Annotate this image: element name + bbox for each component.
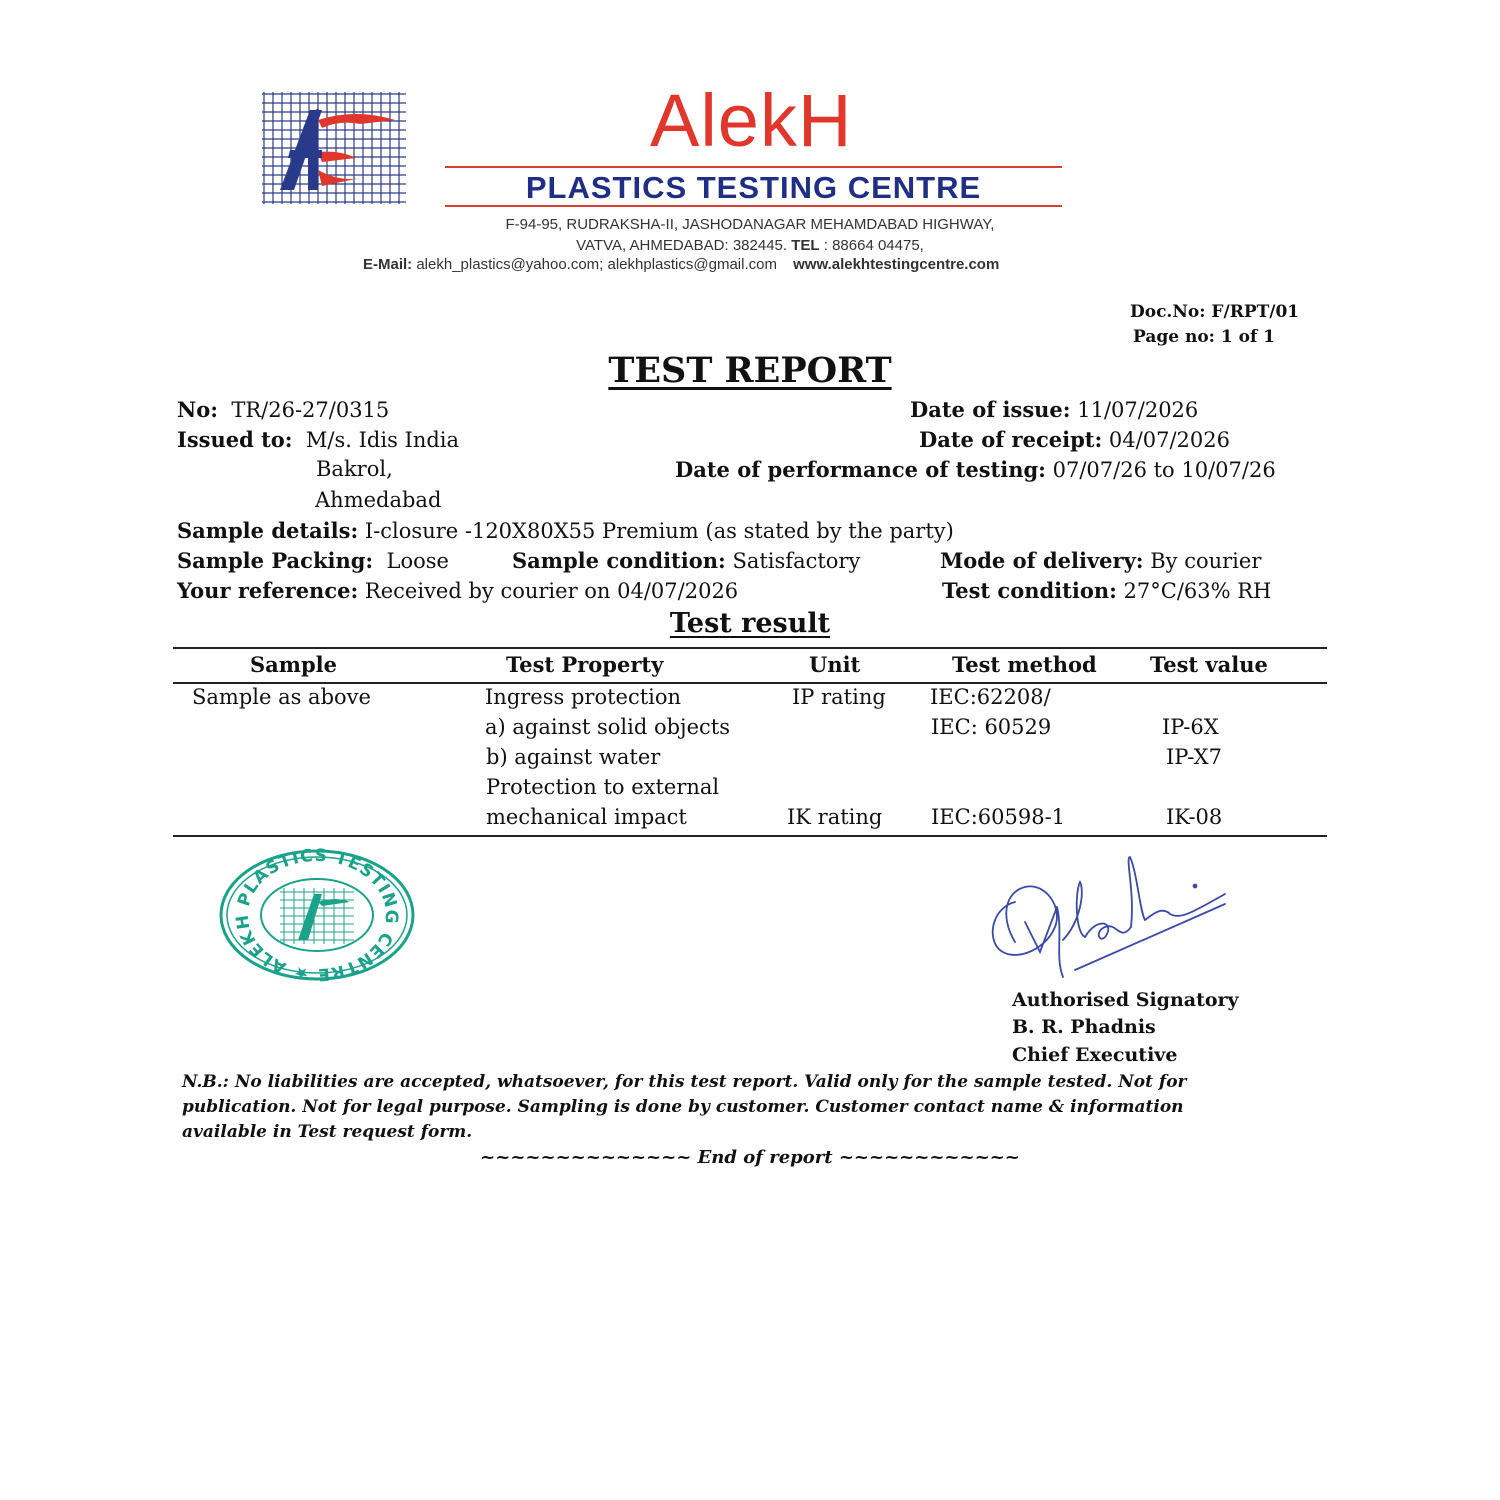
cell-property-4: Protection to external <box>486 775 720 799</box>
page-number: Page no: 1 of 1 <box>1133 327 1276 347</box>
report-number: No: TR/26-27/0315 <box>177 397 390 422</box>
email-value[interactable]: alekh_plastics@yahoo.com; alekhplastics@gmail.com <box>416 256 777 273</box>
col-header-sample: Sample <box>250 652 338 677</box>
col-header-unit: Unit <box>809 652 861 677</box>
date-of-testing: Date of performance of testing: 07/07/26 to 10/07/26 <box>675 457 1276 482</box>
address-line-1: F-94-95, RUDRAKSHA-II, JASHODANAGAR MEHAMDABAD HIGHWAY, <box>505 216 995 233</box>
disclaimer-note: N.B.: No liabilities are accepted, whatsoever, for this test report. Valid only for the sample tested. Not for publication. Not for legal purpose. Sampling is done by customer. Customer contact name & information available in Test request form. <box>182 1072 1187 1142</box>
tel-label: TEL <box>791 237 820 254</box>
signatory-title: Authorised Signatory <box>1012 989 1239 1011</box>
cell-property-1: Ingress protection <box>485 685 682 709</box>
brand-name: AlekH <box>650 79 853 162</box>
stamp-text: PLASTICS TESTING CENTRE ★ ALEKH <box>232 848 402 982</box>
col-header-test-property: Test Property <box>506 652 664 677</box>
end-of-report: ~~~~~~~~~~~~~~ End of report ~~~~~~~~~~~~ <box>480 1147 1020 1168</box>
results-heading: Test result <box>669 608 831 639</box>
cell-property-3: b) against water <box>486 745 661 769</box>
sample-packing: Sample Packing: Loose <box>177 548 449 573</box>
date-of-issue: Date of issue: 11/07/2026 <box>910 397 1199 422</box>
signatory-position: Chief Executive <box>1012 1044 1178 1066</box>
brand-subtitle: PLASTICS TESTING CENTRE <box>525 170 982 205</box>
date-of-receipt: Date of receipt: 04/07/2026 <box>919 427 1230 452</box>
email-label: E-Mail: <box>363 256 413 273</box>
sample-details: Sample details: I-closure -120X80X55 Premium (as stated by the party) <box>177 518 954 543</box>
table-bottom-rule <box>173 835 1327 837</box>
cell-property-5: mechanical impact <box>486 805 687 829</box>
col-header-test-method: Test method <box>952 652 1097 677</box>
cell-method-1: IEC:62208/ <box>930 685 1051 709</box>
issued-to: Issued to: M/s. Idis India <box>177 427 460 452</box>
mode-of-delivery: Mode of delivery: By courier <box>940 548 1262 573</box>
company-logo <box>260 90 408 206</box>
page-title: TEST REPORT <box>608 350 892 391</box>
table-top-rule <box>173 647 1327 649</box>
issued-to-line-2: Bakrol, <box>316 457 393 481</box>
cell-method-2: IEC: 60529 <box>931 715 1052 739</box>
cell-property-2: a) against solid objects <box>485 715 730 739</box>
brand-divider-bottom <box>445 205 1062 207</box>
signature <box>985 852 1240 987</box>
cell-unit-2: IK rating <box>787 805 883 829</box>
cell-sample: Sample as above <box>192 685 371 709</box>
issued-to-line-3: Ahmedabad <box>315 488 442 512</box>
cell-value-1: IP-6X <box>1162 715 1219 739</box>
col-header-test-value: Test value <box>1150 652 1268 677</box>
sample-condition: Sample condition: Satisfactory <box>512 548 861 573</box>
cell-unit-1: IP rating <box>792 685 886 709</box>
doc-number: Doc.No: F/RPT/01 <box>1130 302 1300 322</box>
website-link[interactable]: www.alekhtestingcentre.com <box>793 256 1000 273</box>
brand-divider-top <box>445 166 1062 168</box>
address-line-2: VATVA, AHMEDABAD: 382445. TEL : 88664 04475, <box>576 237 924 254</box>
cell-method-3: IEC:60598-1 <box>931 805 1066 829</box>
test-condition: Test condition: 27°C/63% RH <box>942 578 1272 603</box>
contact-line <box>363 256 999 273</box>
cell-value-2: IP-X7 <box>1166 745 1222 769</box>
cell-value-3: IK-08 <box>1166 805 1223 829</box>
company-stamp <box>218 848 416 982</box>
table-header-rule <box>173 682 1327 684</box>
svg-text:PLASTICS TESTING CENTRE ★ ALEK <box>233 848 402 982</box>
signatory-name: B. R. Phadnis <box>1012 1016 1156 1038</box>
your-reference: Your reference: Received by courier on 04/07/2026 <box>177 578 739 603</box>
